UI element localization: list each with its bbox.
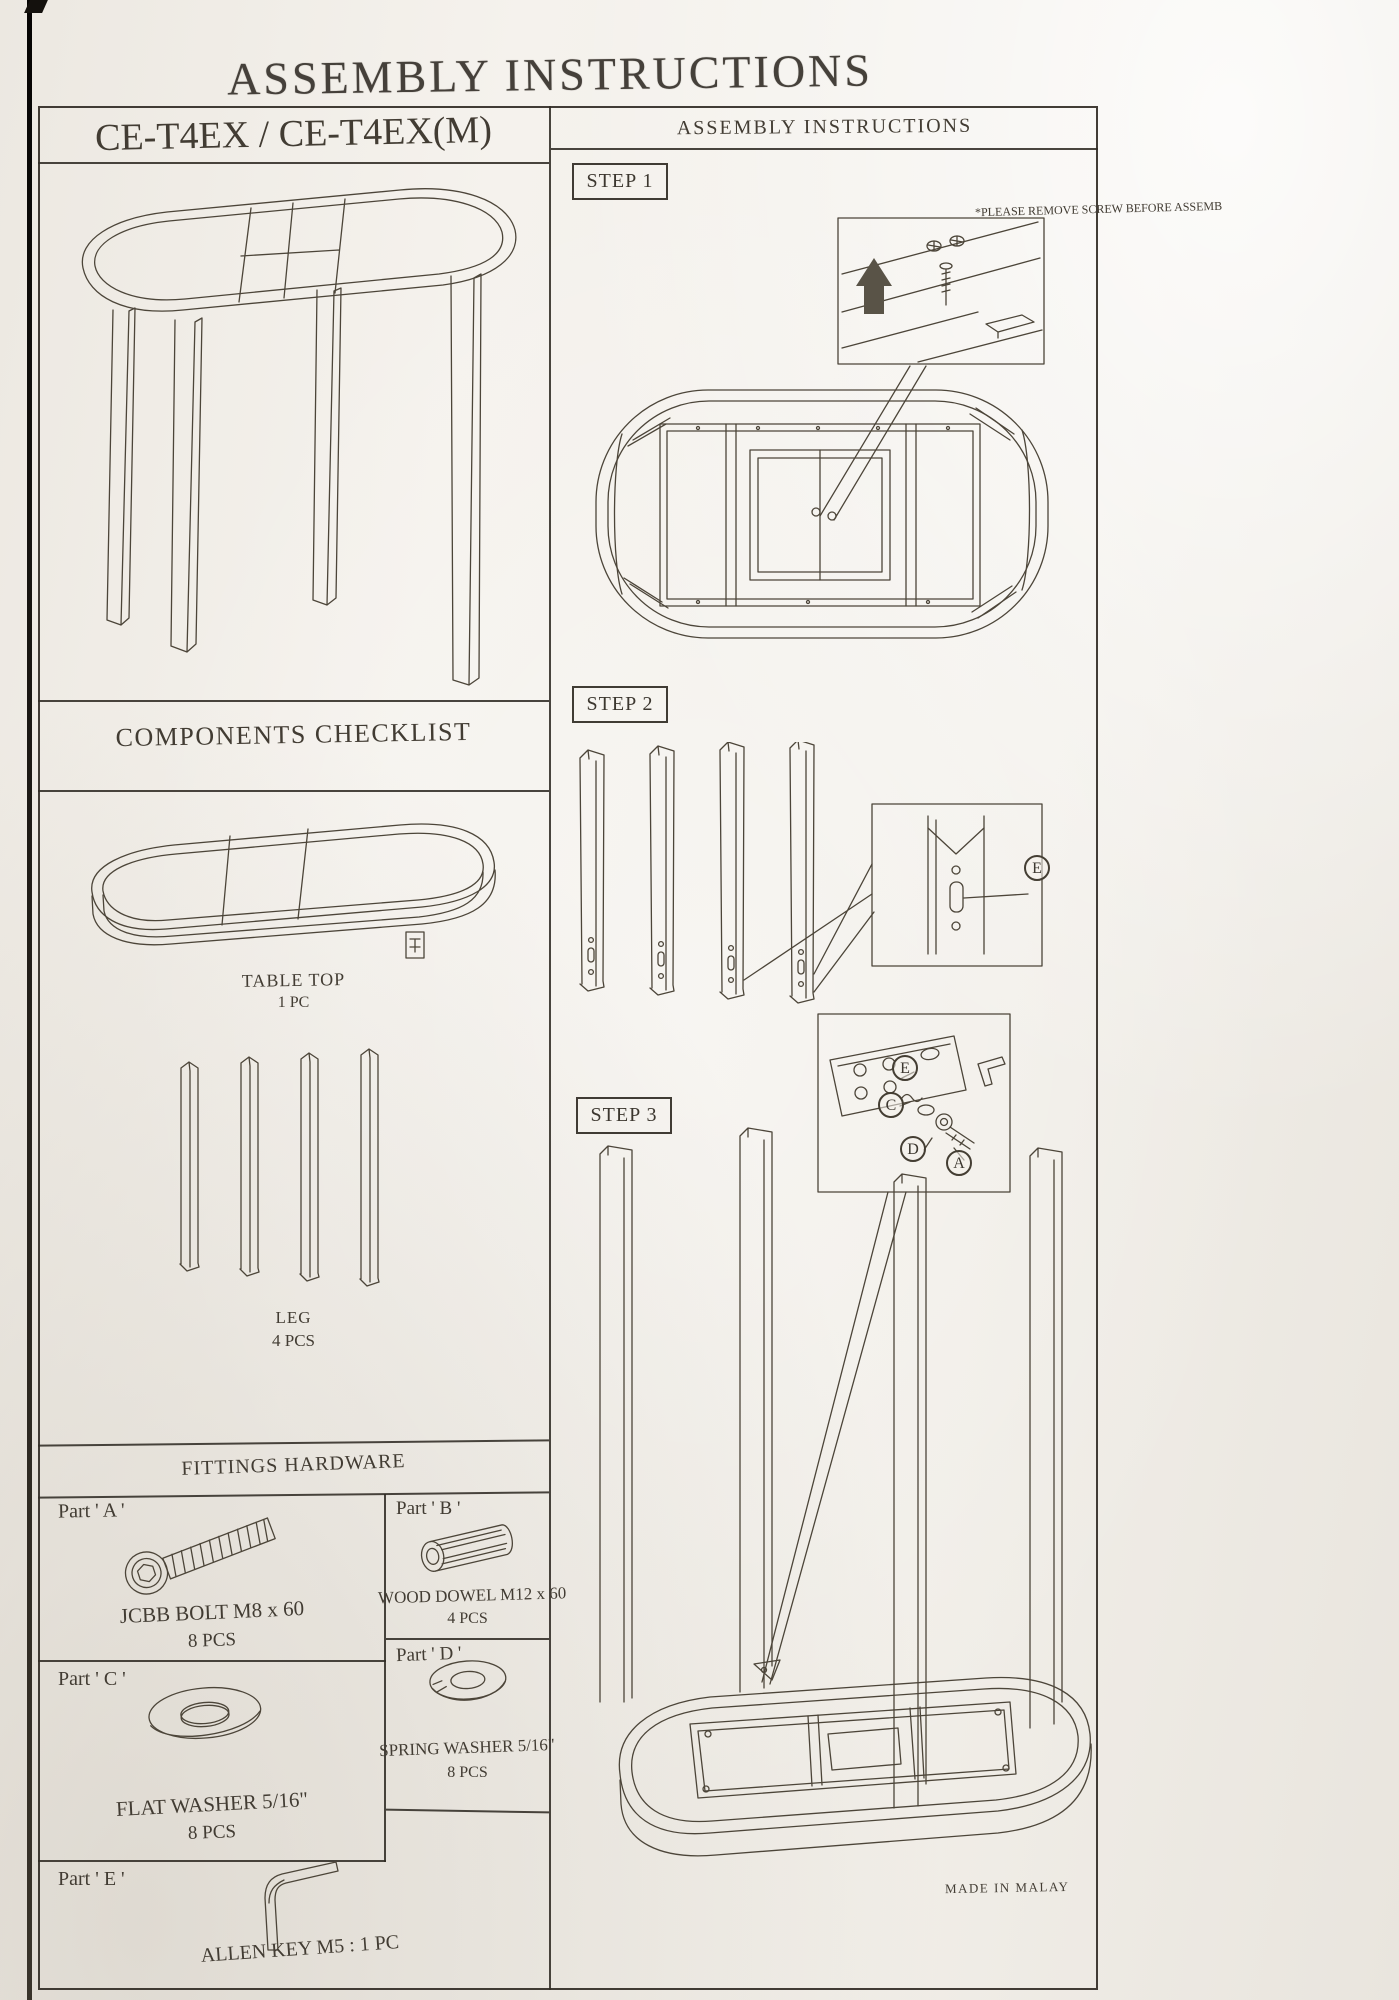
- fittings-heading: FITTINGS HARDWARE: [181, 1450, 406, 1480]
- assembly-note: *PLEASE REMOVE SCREW BEFORE ASSEMB: [974, 198, 1223, 220]
- leg-qty: 4 PCS: [272, 1331, 315, 1350]
- step1-label: STEP 1: [572, 163, 668, 200]
- scan-edge-line: [27, 0, 32, 2000]
- table-perspective-drawing: [55, 168, 535, 698]
- part-c-qty: 8 PCS: [187, 1821, 237, 1844]
- column-divider: [549, 106, 551, 1990]
- step3-diagram: [558, 1002, 1098, 1887]
- step2-diagram: [558, 742, 1098, 1014]
- part-d-label: Part ' D ': [395, 1642, 462, 1667]
- part-d-name: SPRING WASHER 5/16": [378, 1734, 556, 1761]
- part-b-name: WOOD DOWEL M12 x 60: [377, 1583, 567, 1608]
- components-band-bottom: [38, 790, 549, 792]
- callout-a: A: [946, 1150, 972, 1176]
- table-top-qty: 1 PC: [277, 994, 310, 1011]
- part-a-qty: 8 PCS: [187, 1629, 237, 1652]
- model-number: CE-T4EX / CE-T4EX(M): [94, 108, 493, 160]
- table-top-label: TABLE TOP: [241, 969, 346, 991]
- callout-c: C: [878, 1092, 904, 1118]
- dowel-drawing: [405, 1518, 540, 1588]
- step3-label: STEP 3: [576, 1097, 672, 1134]
- page-title: ASSEMBLY INSTRUCTIONS: [226, 44, 874, 105]
- made-in-label: MADE IN MALAY: [944, 1878, 1070, 1897]
- part-a-bottom-line: [38, 1660, 386, 1662]
- part-e-name: ALLEN KEY M5 : 1 PC: [200, 1931, 400, 1967]
- part-d-qty: 8 PCS: [447, 1764, 488, 1781]
- step2-label: STEP 2: [572, 686, 668, 723]
- part-b-qty: 4 PCS: [447, 1610, 488, 1627]
- callout-e: E: [892, 1055, 918, 1081]
- assembly-heading: ASSEMBLY INSTRUCTIONS: [676, 114, 973, 140]
- part-c-label: Part ' C ': [58, 1668, 126, 1690]
- part-a-label: Part ' A ': [57, 1499, 125, 1523]
- legs-drawing: [165, 1048, 415, 1310]
- part-b-label: Part ' B ': [396, 1498, 461, 1519]
- components-heading: COMPONENTS CHECKLIST: [115, 716, 472, 753]
- components-band-top: [38, 700, 549, 702]
- part-c-name: FLAT WASHER 5/16": [115, 1786, 309, 1822]
- scan-corner-mark: [24, 0, 48, 13]
- assembly-heading-underline: [551, 148, 1098, 150]
- part-a-name: JCBB BOLT M8 x 60: [119, 1595, 305, 1629]
- spring-washer-drawing: [418, 1652, 523, 1720]
- part-b-bottom-line: [386, 1638, 549, 1640]
- bolt-drawing: [105, 1508, 305, 1608]
- flat-washer-drawing: [140, 1680, 270, 1758]
- callout-e-step2: E: [1024, 855, 1050, 881]
- step1-diagram: [558, 182, 1098, 662]
- callout-d: D: [900, 1136, 926, 1162]
- part-e-label: Part ' E ': [58, 1868, 125, 1890]
- leg-label: LEG: [275, 1308, 312, 1327]
- model-underline: [38, 162, 549, 164]
